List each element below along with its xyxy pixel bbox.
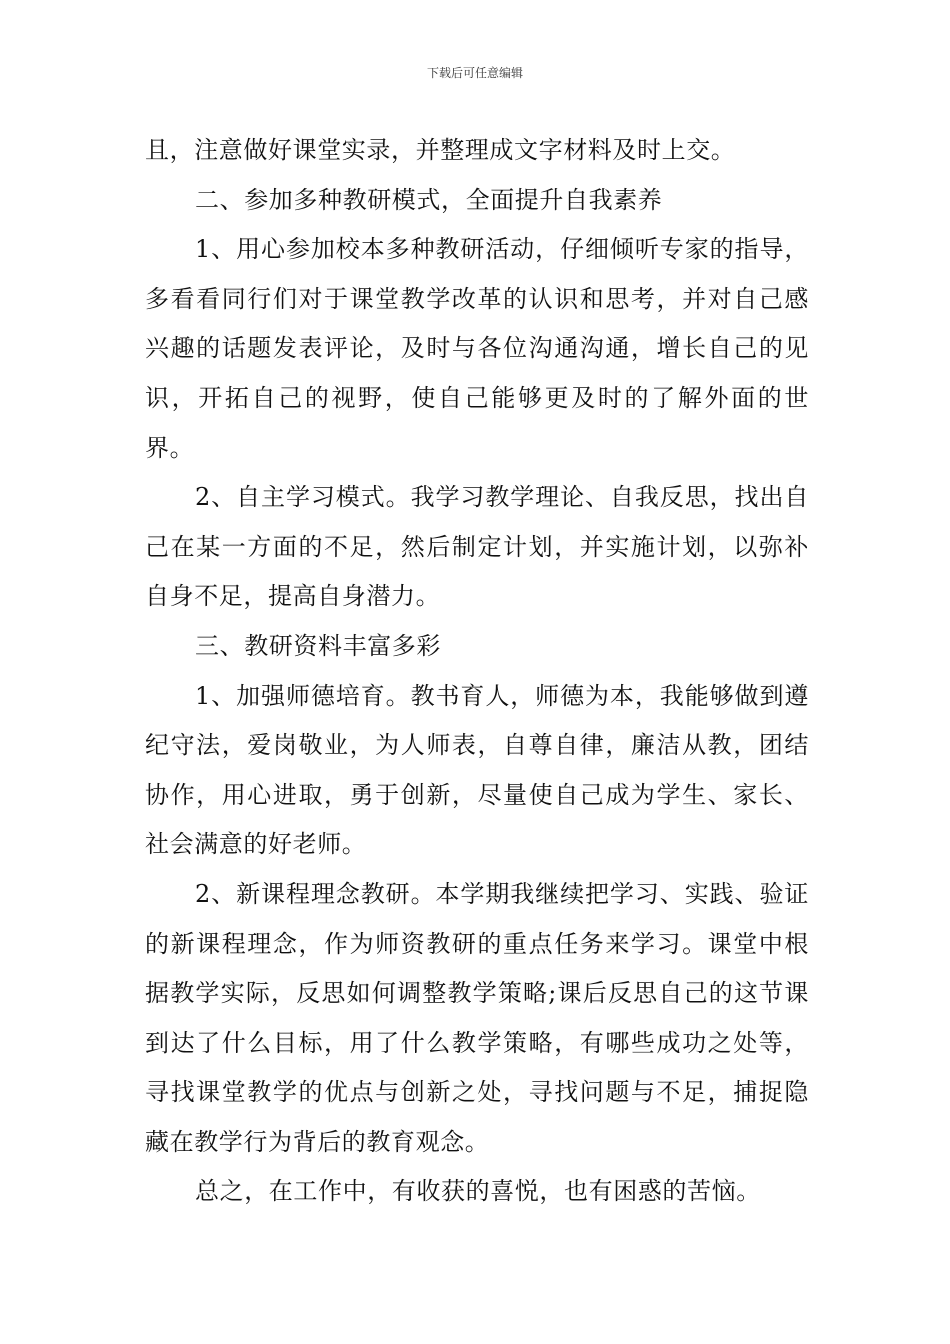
paragraph-summary: 总之，在工作中，有收获的喜悦，也有困惑的苦恼。 xyxy=(195,1177,761,1206)
paragraph-continuation: 且，注意做好课堂实录，并整理成文字材料及时上交。 xyxy=(145,136,736,164)
section-heading-2: 二、参加多种教研模式，全面提升自我素养 xyxy=(195,185,663,214)
document-body xyxy=(145,126,809,1217)
paragraph-2-2: 2、自主学习模式。我学习教学理论、自我反思，找出自己在某一方面的不足，然后制定计划，并实施计划，以弥补自身不足，提高自身潜力。 xyxy=(145,483,809,611)
paragraph-2-1: 1、用心参加校本多种教研活动，仔细倾听专家的指导，多看看同行们对于课堂教学改革的认识和思考，并对自己感兴趣的话题发表评论，及时与各位沟通沟通，增长自己的见识，开拓自己的视野，使自己能够更及时的了解外面的世界。 xyxy=(145,235,809,462)
paragraph-3-1: 1、加强师德培育。教书育人，师德为本，我能够做到遵纪守法，爱岗敬业，为人师表，自尊自律，廉洁从教，团结协作，用心进取，勇于创新，尽量使自己成为学生、家长、社会满意的好老师。 xyxy=(145,681,809,859)
section-heading-3: 三、教研资料丰富多彩 xyxy=(195,631,441,660)
page-header-note: 下载后可任意编辑 xyxy=(426,66,523,80)
paragraph-3-2: 2、新课程理念教研。本学期我继续把学习、实践、验证的新课程理念，作为师资教研的重点任务来学习。课堂中根据教学实际，反思如何调整教学策略;课后反思自己的这节课到达了什么目标，用了什么教学策略，有哪些成功之处等，寻找课堂教学的优点与创新之处，寻找问题与不足，捕捉隐藏在教学行为背后的教育观念。 xyxy=(145,879,809,1156)
